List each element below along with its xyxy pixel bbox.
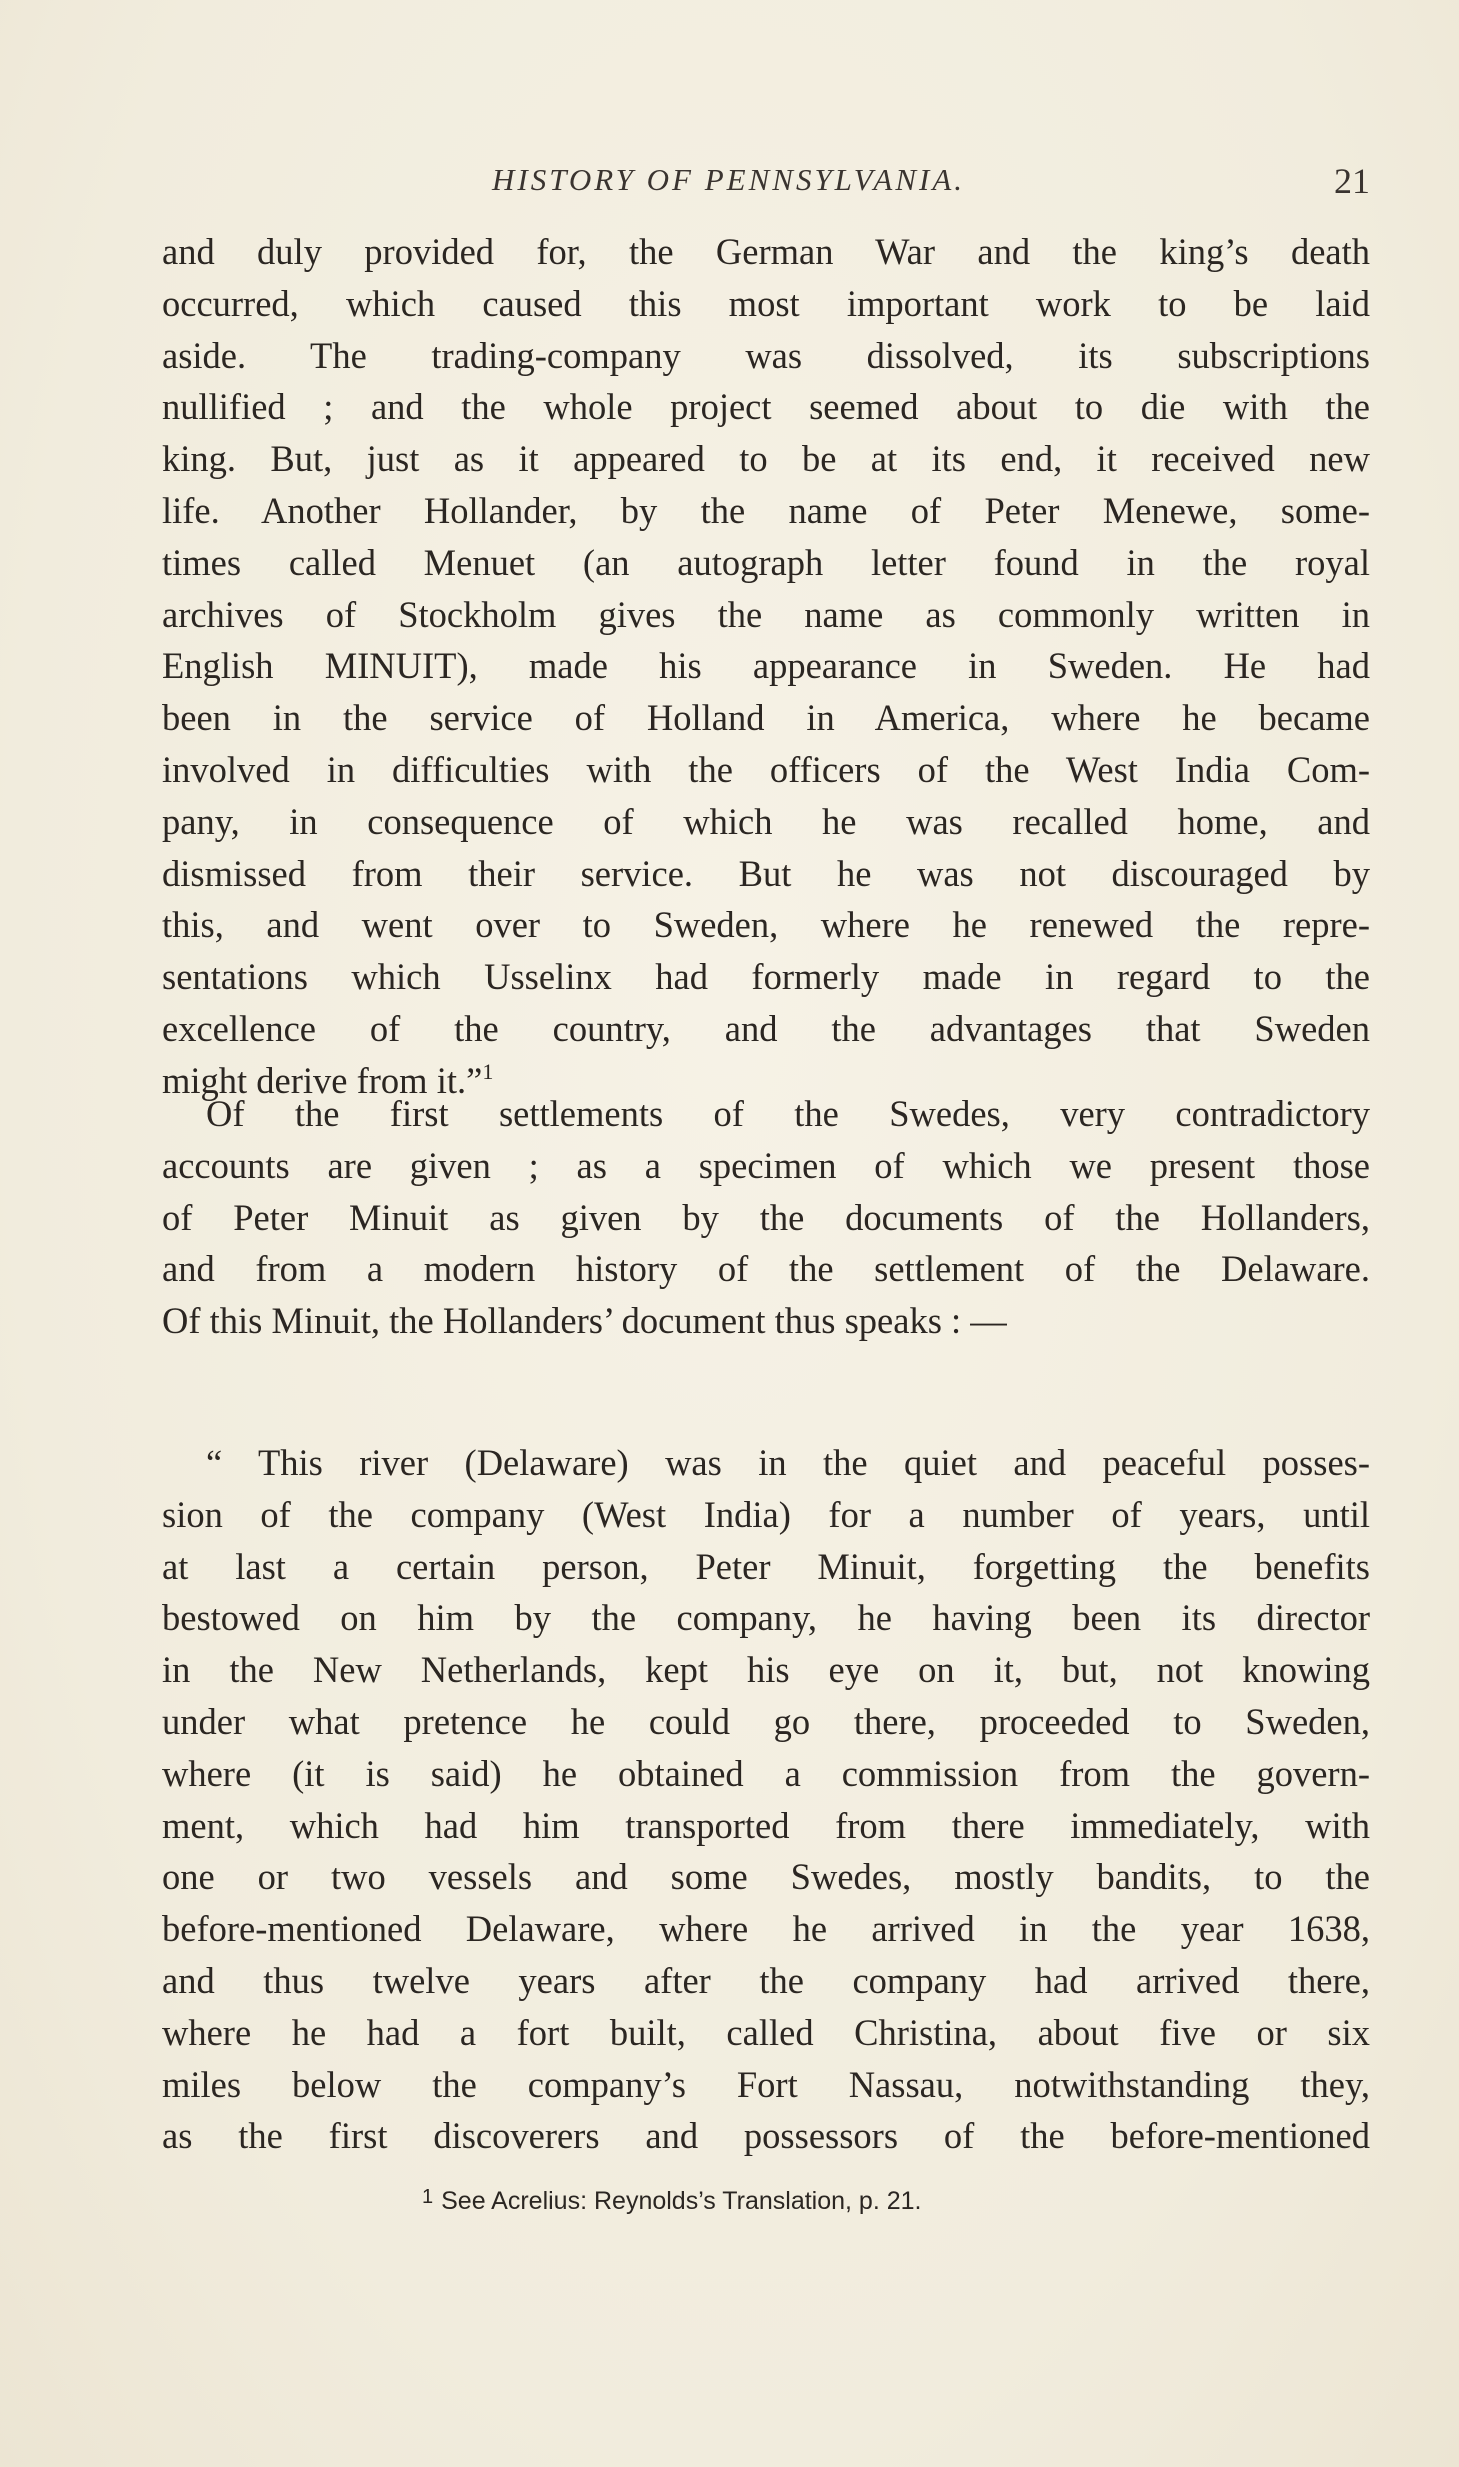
text-line: archives of Stockholm gives the name as commonly written in	[162, 593, 1370, 635]
text-line: sentations which Usselinx had formerly made in regard to the	[162, 956, 1370, 998]
text-line: one or two vessels and some Swedes, mostly bandits, to the	[162, 1856, 1370, 1898]
text-line: and duly provided for, the German War and the king’s death	[162, 231, 1370, 272]
footnote	[422, 2186, 921, 2216]
text-line: “ This river (Delaware) was in the quiet and peaceful posses-	[206, 1442, 1370, 1483]
text-line: ment, which had him transported from there immediately, with	[162, 1804, 1370, 1846]
page-header	[162, 160, 1370, 210]
text-line: accounts are given ; as a specimen of which we present those	[162, 1144, 1370, 1186]
text-line: aside. The trading-company was dissolved, its subscriptions	[162, 334, 1370, 376]
text-line: life. Another Hollander, by the name of Peter Menewe, some-	[162, 489, 1370, 531]
text-line: sion of the company (West India) for a number of years, until	[162, 1493, 1370, 1535]
text-line: where (it is said) he obtained a commission from the govern-	[162, 1752, 1370, 1794]
footnote-marker: 1	[422, 2186, 434, 2208]
footnote-text: See Acrelius: Reynolds’s Translation, p. 21.	[441, 2187, 922, 2215]
paragraph-1	[162, 226, 1370, 1107]
text-line: English MINUIT), made his appearance in Sweden. He had	[162, 645, 1370, 687]
text-line: involved in difficulties with the officers of the West India Com-	[162, 748, 1370, 790]
text-line: excellence of the country, and the advantages that Sweden	[162, 1007, 1370, 1049]
text-line: before-mentioned Delaware, where he arrived in the year 1638,	[162, 1908, 1370, 1950]
text-line: as the first discoverers and possessors of the before-mentioned	[162, 2115, 1370, 2157]
footnote-reference: 1	[482, 1058, 494, 1084]
text-line: bestowed on him by the company, he having been its director	[162, 1597, 1370, 1639]
text-line: under what pretence he could go there, proceeded to Sweden,	[162, 1700, 1370, 1742]
text-line: where he had a fort built, called Christina, about five or six	[162, 2011, 1370, 2053]
running-head: HISTORY OF PENNSYLVANIA.	[492, 162, 966, 197]
text-line: of Peter Minuit as given by the documents of the Hollanders,	[162, 1196, 1370, 1238]
text-line: Of this Minuit, the Hollanders’ document thus speaks : —	[162, 1300, 1007, 1342]
text-line: at last a certain person, Peter Minuit, forgetting the benefits	[162, 1545, 1370, 1587]
paragraph-2	[162, 1088, 1370, 1347]
text-line: Of the first settlements of the Swedes, very contradictory	[206, 1093, 1370, 1134]
text-line: dismissed from their service. But he was not discouraged by	[162, 852, 1370, 894]
quotation-block	[162, 1437, 1370, 2162]
text-line: and thus twelve years after the company had arrived there,	[162, 1959, 1370, 2001]
text-line: miles below the company’s Fort Nassau, notwithstanding they,	[162, 2063, 1370, 2105]
text-line: in the New Netherlands, kept his eye on it, but, not knowing	[162, 1649, 1370, 1691]
text-line: this, and went over to Sweden, where he renewed the repre-	[162, 904, 1370, 946]
text-line: times called Menuet (an autograph letter found in the royal	[162, 541, 1370, 583]
text-line: occurred, which caused this most important work to be laid	[162, 282, 1370, 324]
text-line: king. But, just as it appeared to be at its end, it received new	[162, 438, 1370, 480]
text-line: nullified ; and the whole project seemed about to die with the	[162, 386, 1370, 428]
page-number: 21	[1334, 161, 1370, 201]
text-line: pany, in consequence of which he was recalled home, and	[162, 800, 1370, 842]
text-line: and from a modern history of the settlement of the Delaware.	[162, 1248, 1370, 1290]
text-line: been in the service of Holland in America, where he became	[162, 697, 1370, 739]
text-line: might derive from it.”	[162, 1059, 483, 1101]
